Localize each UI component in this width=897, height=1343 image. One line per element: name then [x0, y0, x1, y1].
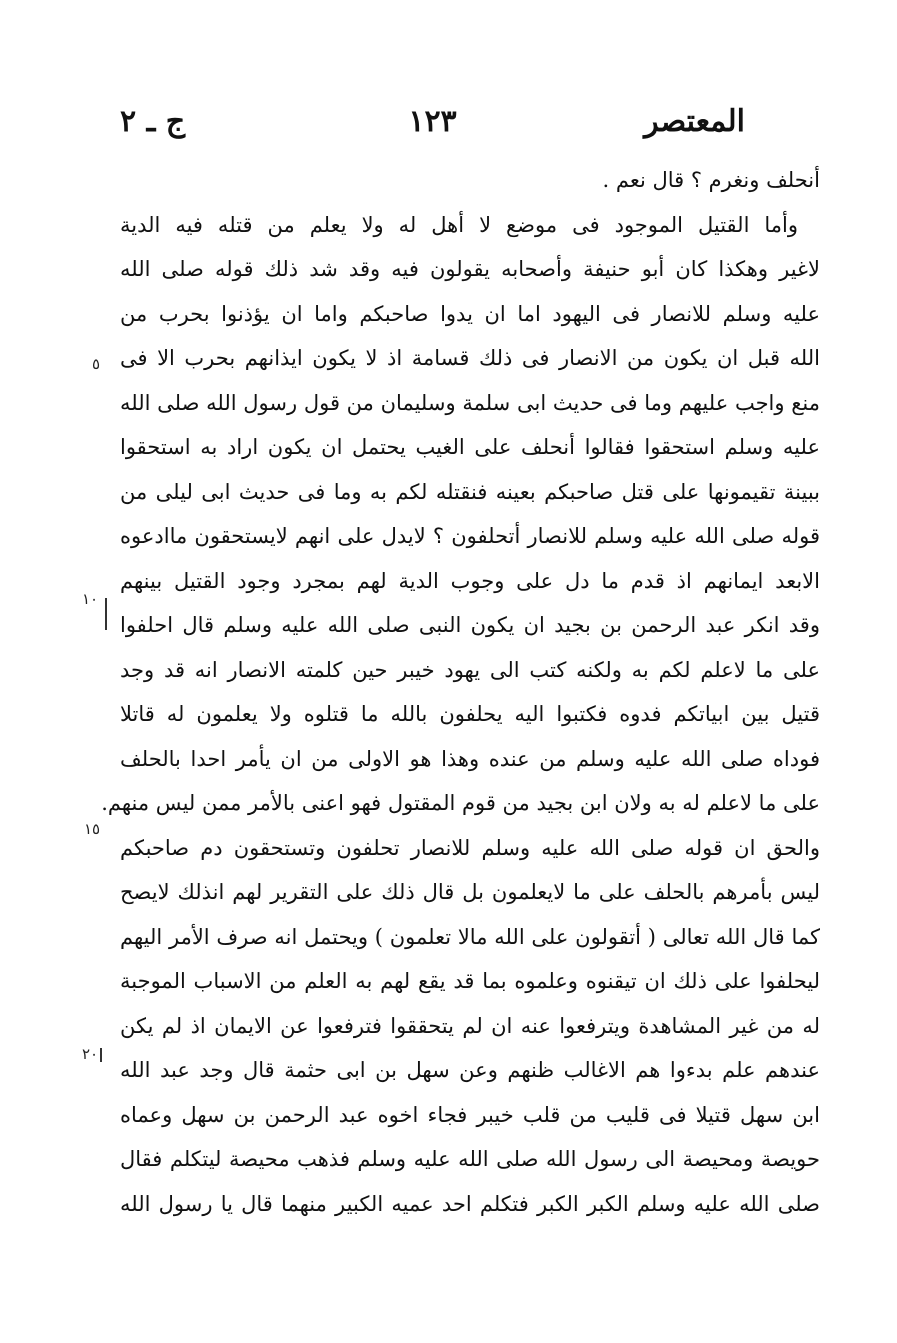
text-line: وقد انكر عبد الرحمن بن بجيد ان يكون النبى صلى الله عليه وسلم قال احلفوا: [120, 613, 820, 637]
text-line: وأما القتيل الموجود فى موضع لا أهل له ولا يعلم من قتله فيه الدية: [120, 212, 798, 237]
volume-indicator: ج ـ ٢: [120, 104, 186, 139]
text-line: قوله صلى الله عليه وسلم للانصار أتحلفون ؟ لايدل على انهم لايستحقون ماادعوه: [120, 524, 820, 548]
running-header: [120, 102, 745, 152]
text-line: منع واجب عليهم وما فى حديث ابى سلمة وسليمان من قول رسول الله صلى الله: [120, 390, 820, 415]
text-line: على ما لاعلم له به ولان ابن بجيد من قوم المقتول فهو اعنى بالأمر ممن ليس منهم.: [101, 791, 820, 815]
text-line: عليه وسلم للانصار فى اليهود اما ان يدوا صاحبكم واما ان يؤذنوا بحرب من: [120, 301, 820, 326]
text-line: فوداه صلى الله عليه وسلم من عنده وهذا هو الاولى من ان يأمر احدا بالحلف: [120, 746, 820, 771]
body-text: [101, 158, 820, 1226]
book-title: المعتصر: [644, 104, 745, 139]
line-number-10: ١٠: [82, 590, 99, 608]
line-number-5: ٥: [92, 355, 101, 373]
margin-rule: [100, 1048, 102, 1062]
text-line: الله قبل ان يكون من الانصار فى ذلك قسامة اذ لا يكون ايذانهم بحرب الا فى: [120, 346, 820, 370]
text-line: والحق ان قوله صلى الله عليه وسلم للانصار تحلفون وتستحقون دم صاحبكم: [120, 835, 820, 860]
text-line: عليه وسلم استحقوا فقالوا أنحلف على الغيب يحتمل ان يكون اراد به استحقوا: [120, 435, 820, 459]
text-line: الابعد ايمانهم اذ قدم ما دل على وجوب الدية لهم بمجرد وجود القتيل بينهم: [120, 568, 820, 593]
text-line: على ما لاعلم لكم به ولكنه كتب الى يهود خيبر حين كلمته الانصار انه قد وجد: [120, 657, 820, 682]
margin-rule: [105, 598, 107, 630]
text-line: كما قال الله تعالى ( أتقولون على الله مالا تعلمون ) ويحتمل انه صرف الأمر اليهم: [120, 924, 820, 949]
line-number-15: ١٥: [84, 820, 101, 838]
text-line: أنحلف ونغرم ؟ قال نعم .: [602, 168, 820, 192]
text-line: ليس بأمرهم بالحلف على ما لايعلمون بل قال ذلك على التقرير لهم انذلك لايصح: [120, 880, 820, 904]
text-line: له من غير المشاهدة ويترفعوا عنه ان لم يتحققوا فترفعوا عن الايمان اذ لم يكن: [120, 1013, 820, 1038]
page-number: ١٢٣: [408, 104, 457, 139]
text-line: عندهم علم بدءوا هم الاغالب ظنهم وعن سهل بن ابى حثمة قال وجد عبد الله: [120, 1058, 820, 1082]
text-line: ببينة تقيمونها على قتل صاحبكم بعينه فنقتله لكم به وما فى حديث ابى ليلى من: [120, 479, 820, 504]
text-line: صلى الله عليه وسلم الكبر الكبر فتكلم احد عميه الكبير منهما قال يا رسول الله: [120, 1191, 820, 1216]
text-line: ابن سهل قتيلا فى قليب من قلب خيبر فجاء اخوه عبد الرحمن بن سهل وعماه: [120, 1102, 820, 1127]
text-line: ليحلفوا على ذلك ان تيقنوه وعلموه بما قد يقع لهم به العلم من الاسباب الموجبة: [120, 969, 820, 993]
line-number-20: ٢٠: [82, 1045, 99, 1063]
text-line: قتيل بين ابياتكم فدوه فكتبوا اليه يحلفون بالله ما قتلوه ولا يعلمون له قاتلا: [120, 702, 820, 726]
text-line: حويصة ومحيصة الى رسول الله صلى الله عليه وسلم فذهب محيصة ليتكلم فقال: [120, 1147, 820, 1171]
text-line: لاغير وهكذا كان أبو حنيفة وأصحابه يقولون فيه وقد شد ذلك قوله صلى الله: [120, 257, 820, 281]
